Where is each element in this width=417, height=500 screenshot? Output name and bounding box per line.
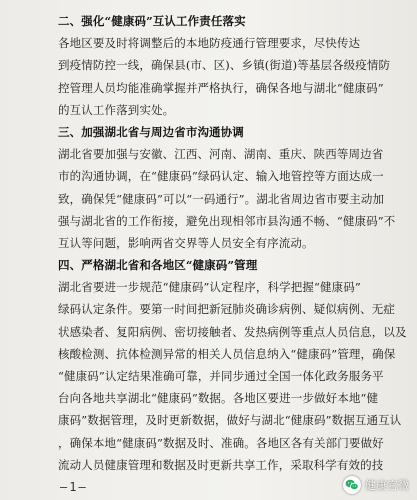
section-heading: 四、严格湖北省和各地区“健康码”管理 bbox=[58, 258, 258, 273]
paragraph-line: 状感染者、复阳病例、密切接触者、发热病例等重点人员信息，以及 bbox=[58, 324, 407, 339]
paragraph-line: 到疫情防控一线，确保县(市、区)、乡镇(街道)等基层各级疫情防 bbox=[58, 58, 391, 73]
paragraph-line: 致，确保凭“健康码”可以“一码通行”。湖北省周边省市要主动加 bbox=[58, 191, 385, 206]
document-body bbox=[58, 10, 407, 476]
paragraph-line: 绿码认定条件。要第一时间把新冠肺炎确诊病例、疑似病例、无症 bbox=[58, 302, 395, 317]
wechat-icon bbox=[343, 476, 361, 494]
paragraph-line: 的互认工作落到实处。 bbox=[58, 102, 175, 117]
paragraph-line: 控管理人员均能准确掌握并严格执行，确保各地与湖北“健康码” bbox=[58, 80, 384, 95]
paragraph-line: 台向各地共享湖北“健康码”数据。各地区要进一步做好本地“健 bbox=[58, 391, 379, 406]
paragraph-line: 强与湖北省的工作衔接，避免出现相邻市县沟通不畅、“健康码”不 bbox=[58, 213, 396, 228]
paragraph-line: “健康码”认定结果准确可靠，并同步通过全国一体化政务服务平 bbox=[58, 369, 384, 383]
paragraph-line: 核酸检测、抗体检测异常的相关人员信息纳入“健康码”管理，确保 bbox=[58, 346, 396, 361]
section-heading: 三、加强湖北省与周边省市沟通协调 bbox=[58, 124, 244, 139]
paragraph-line: 流动人员健康管理和数据及时更新共享工作，采取科学有效的技 bbox=[58, 457, 384, 472]
paragraph-line: 湖北省要加强与安徽、江西、河南、湖南、重庆、陕西等周边省 bbox=[58, 147, 384, 162]
paragraph-line: 康码”数据管理，及时更新数据，做好与湖北“健康码”数据互通互认 bbox=[58, 413, 402, 428]
paragraph-line: 市的沟通协调，在“健康码”绿码认定、输入地管控等方面达成一 bbox=[58, 169, 384, 184]
page-number: —1— bbox=[60, 480, 88, 494]
paragraph-line: 各地区要及时将调整后的本地防疫通行管理要求，尽快传达 bbox=[58, 36, 361, 51]
watermark-text: 健康官微 bbox=[365, 479, 409, 492]
paragraph-line: 互认等问题，影响两省交界等人员安全有序流动。 bbox=[58, 235, 314, 250]
wechat-watermark bbox=[343, 476, 409, 494]
section-heading: 二、强化“健康码”互认工作责任落实 bbox=[58, 14, 246, 28]
paragraph-line: ，确保本地“健康码”数据及时、准确。各地区各有关部门要做好 bbox=[58, 435, 384, 450]
paragraph-line: 湖北省要进一步规范“健康码”认定程序，科学把握“健康码” bbox=[58, 280, 361, 295]
